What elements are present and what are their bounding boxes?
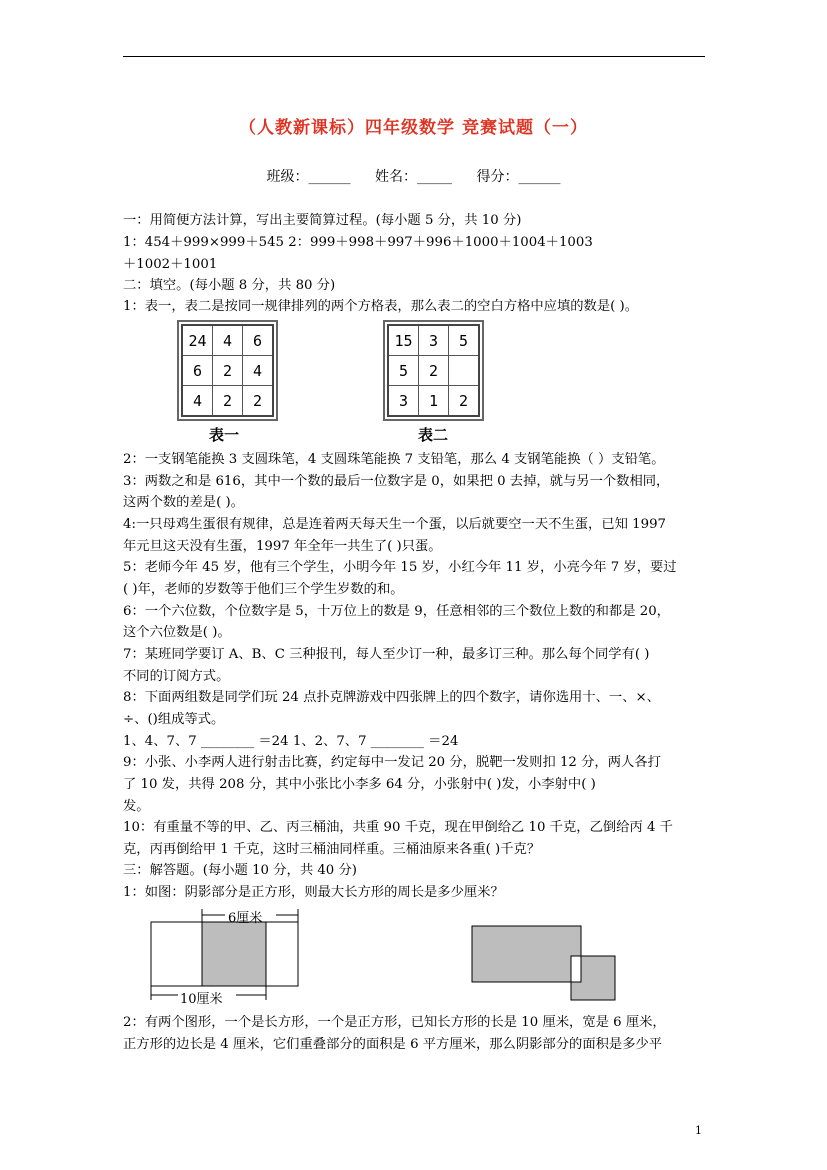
table-cell: 4 — [213, 325, 243, 356]
table-cell: 6 — [243, 325, 274, 356]
table-cell: 24 — [182, 325, 213, 356]
question-line: 2：一支钢笔能换 3 支圆珠笔，4 支圆珠笔能换 7 支铅笔，那么 4 支钢笔能换（ ）支铅笔。 — [123, 452, 665, 467]
question-line: 3：两数之和是 616，其中一个数的最后一位数字是 0，如果把 0 去掉，就与另一个数相同， — [123, 474, 670, 489]
section-1-heading: 一：用简便方法计算，写出主要简算过程。(每小题 5 分，共 10 分) — [123, 213, 522, 228]
question-line: 1：如图：阴影部分是正方形，则最大长方形的周长是多少厘米？ — [123, 885, 504, 900]
figure-overlap — [465, 920, 625, 1005]
table-cell: 2 — [213, 356, 243, 386]
question-line: 了 10 发，共得 208 分，其中小张比小李多 64 分，小张射中( )发，小李射中( ) — [123, 777, 596, 792]
table-cell: 3 — [388, 386, 419, 417]
table-cell: 4 — [243, 356, 274, 386]
table-cell: 2 — [213, 386, 243, 417]
header-rule — [123, 56, 705, 57]
question-line: 1：表一，表二是按同一规律排列的两个方格表，那么表二的空白方格中应填的数是( )。 — [123, 299, 639, 314]
question-line: 6：一个六位数，个位数字是 5，十万位上的数是 9，任意相邻的三个数位上数的和都是 20， — [123, 604, 670, 619]
question-line: 4:一只母鸡生蛋很有规律，总是连着两天每天生一个蛋，以后就要空一天不生蛋，已知 1997 — [123, 517, 666, 532]
question-line: 年元旦这天没有生蛋，1997 年全年一共生了( )只蛋。 — [123, 539, 442, 554]
question-line: 发。 — [123, 799, 150, 814]
blank-cell — [449, 356, 480, 386]
question-line: ( )年，老师的岁数等于他们三个学生岁数的和。 — [123, 582, 404, 597]
score-field[interactable]: 得分：______ — [476, 169, 561, 185]
question-line: 2：有两个图形，一个是长方形，一个是正方形，已知长方形的长是 10 厘米，宽是 6 厘米， — [123, 1015, 666, 1030]
question-line: 8：下面两组数是同学们玩 24 点扑克牌游戏中四张牌上的四个数字，请你选用十、一、×、 — [123, 690, 660, 705]
table-cell: 15 — [388, 325, 419, 356]
question-line: 克，丙再倒给甲 1 千克，这时三桶油同样重。三桶油原来各重( )千克？ — [123, 842, 541, 857]
question-line: 7：某班同学要订 A、B、C 三种报刊，每人至少订一种，最多订三种。那么每个同学有( ) — [123, 647, 650, 662]
question-line: 1、4、7、7 ________ ＝24 1、2、7、7 ________ ＝24 — [123, 734, 459, 749]
page-title: （人教新课标）四年级数学 竞赛试题（一） — [239, 118, 588, 138]
question-line: 这个六位数是( )。 — [123, 625, 231, 640]
table-cell: 4 — [182, 386, 213, 417]
table-cell: 2 — [449, 386, 480, 417]
table-cell: 1 — [419, 386, 449, 417]
figure-bottom-label: 10厘米 — [180, 992, 223, 1007]
question-line: 10：有重量不等的甲、乙、丙三桶油，共重 90 千克，现在甲倒给乙 10 千克，乙倒给丙 4 千 — [123, 820, 673, 835]
table-one — [181, 324, 274, 417]
table-cell: 2 — [419, 356, 449, 386]
table-two-caption: 表二 — [418, 426, 449, 444]
question-line: 9：小张、小李两人进行射击比赛，约定每中一发记 20 分，脱靶一发则扣 12 分，两人各打 — [123, 755, 661, 770]
page-number: 1 — [695, 1124, 702, 1137]
table-cell: 6 — [182, 356, 213, 386]
section-2-heading: 二：填空。(每小题 8 分，共 80 分) — [123, 278, 336, 293]
question-line: 正方形的边长是 4 厘米，它们重叠部分的面积是 6 平方厘米，那么阴影部分的面积是多少平 — [123, 1037, 663, 1052]
question-line: 这两个数的差是( )。 — [123, 495, 244, 510]
question-line: 1：454＋999×999＋545 2：999＋998＋997＋996＋1000＋1004＋1003 — [123, 235, 593, 250]
question-line: ＋1002＋1001 — [123, 257, 218, 272]
table-cell: 5 — [449, 325, 480, 356]
figure-top-label: 6厘米 — [228, 911, 263, 926]
table-two — [387, 324, 480, 417]
table-cell: 5 — [388, 356, 419, 386]
question-line: 不同的订阅方式。 — [123, 669, 230, 684]
table-one-caption: 表一 — [209, 426, 240, 444]
table-cell: 2 — [243, 386, 274, 417]
name-field[interactable]: 姓名：_____ — [375, 169, 452, 185]
class-field[interactable]: 班级：______ — [266, 169, 351, 185]
question-line: 5：老师今年 45 岁，他有三个学生，小明今年 15 岁，小红今年 11 岁，小亮今年 7 岁，要过 — [123, 560, 677, 575]
section-3-heading: 三：解答题。(每小题 10 分，共 40 分) — [123, 863, 357, 878]
student-info — [0, 166, 827, 186]
table-cell: 3 — [419, 325, 449, 356]
figure-rectangle-square — [140, 905, 310, 1010]
question-line: ÷、()组成等式。 — [123, 712, 225, 727]
